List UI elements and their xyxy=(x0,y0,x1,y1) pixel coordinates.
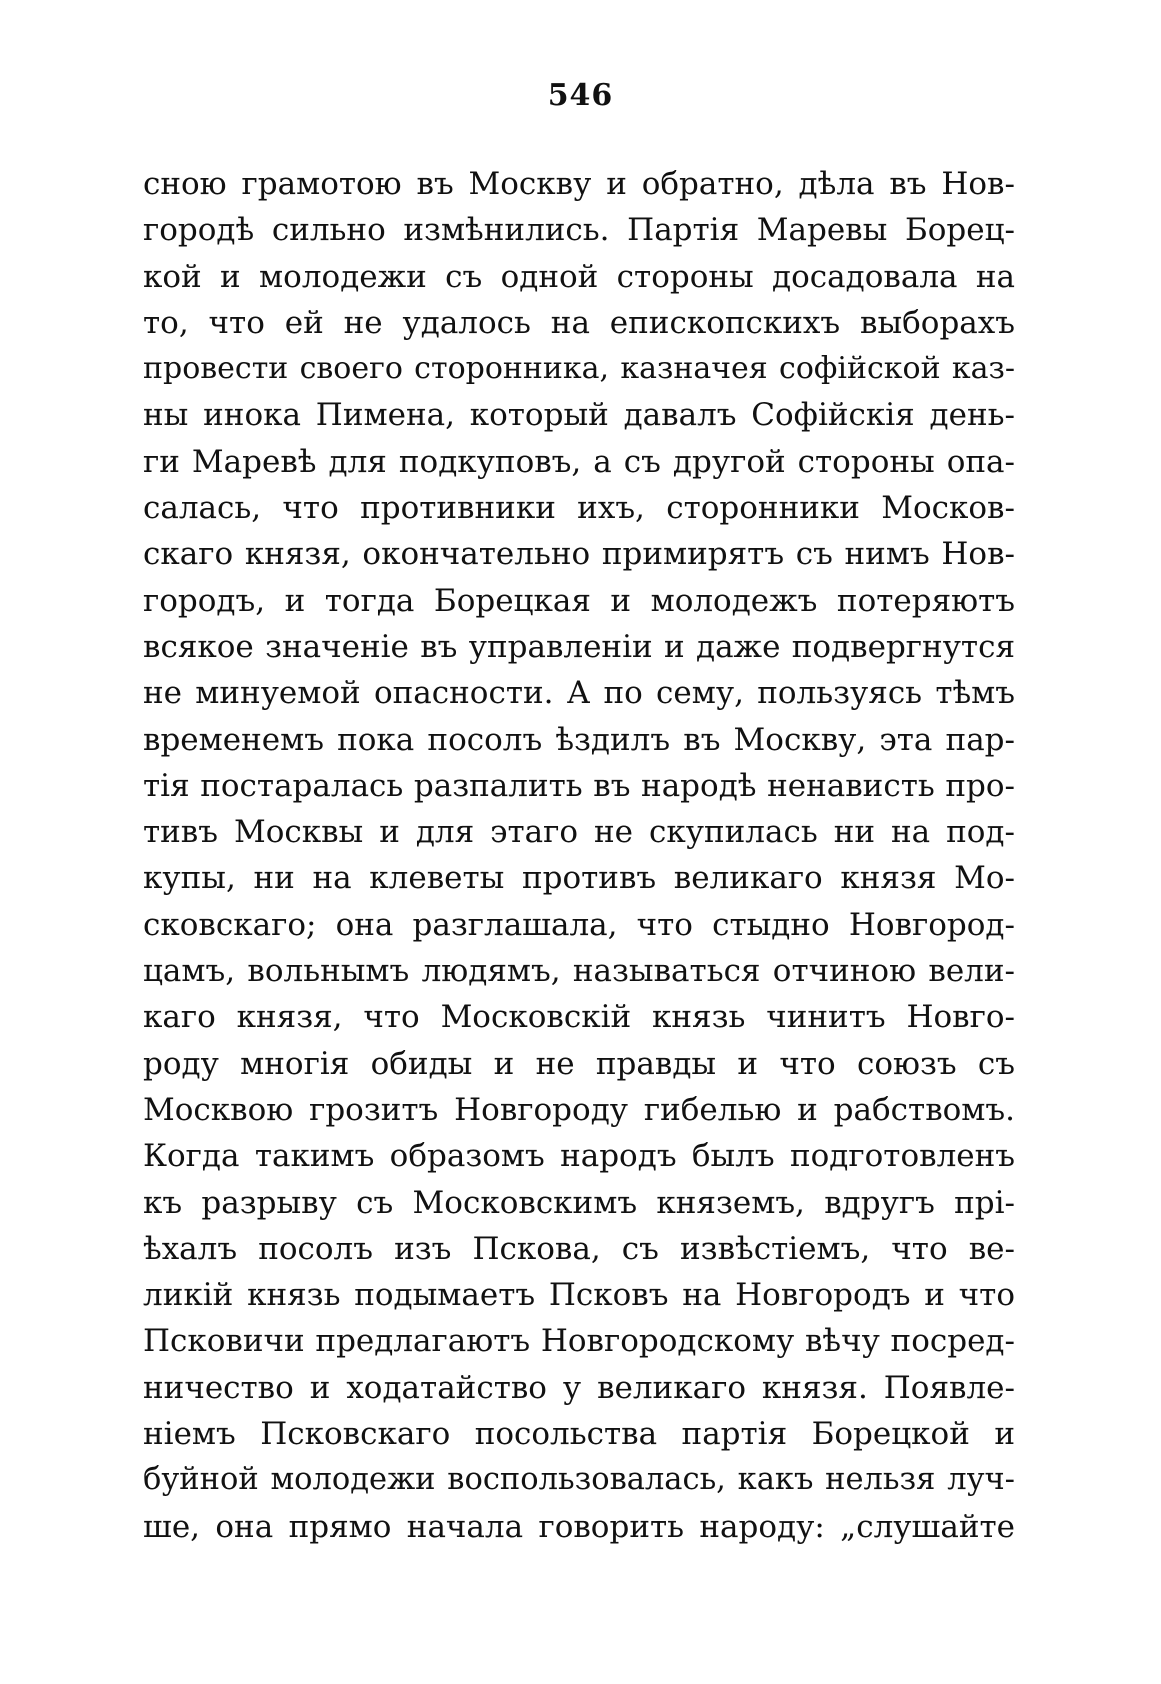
text-line: Москвою грозитъ Новгороду гибелью и рабствомъ. xyxy=(143,1091,1015,1128)
text-line: сною грамотою въ Москву и обратно, дѣла въ Нов- xyxy=(143,166,1015,202)
text-line: ликій князь подымаетъ Псковъ на Новгородъ и что xyxy=(143,1277,1015,1314)
text-line: цамъ, вольнымъ людямъ, называться отчиною вели- xyxy=(143,953,1015,990)
text-line: Псковичи предлагаютъ Новгородскому вѣчу посред- xyxy=(143,1323,1015,1360)
text-line: временемъ пока посолъ ѣздилъ въ Москву, эта пар- xyxy=(143,721,1015,758)
page-number: 546 xyxy=(547,78,614,113)
text-line: всякое значеніе въ управленіи и даже подвергнутся xyxy=(143,628,1015,665)
text-line: тивъ Москвы и для этаго не скупилась ни на под- xyxy=(143,814,1015,851)
text-line: ѣхалъ посолъ изъ Пскова, съ извѣстіемъ, что ве- xyxy=(143,1230,1015,1267)
text-line: городѣ сильно измѣнились. Партія Маревы Борец- xyxy=(143,212,1015,249)
text-line: салась, что противники ихъ, сторонники Москов- xyxy=(143,490,1015,527)
text-line: кой и молодежи съ одной стороны досадовала на xyxy=(143,258,1015,295)
text-line: Когда такимъ образомъ народъ былъ подготовленъ xyxy=(143,1138,1015,1175)
text-line: роду многія обиды и не правды и что союзъ съ xyxy=(143,1045,1015,1082)
text-line: городъ, и тогда Борецкая и молодежъ потеряютъ xyxy=(143,582,1015,619)
text-line: сковскаго; она разглашала, что стыдно Новгород- xyxy=(143,906,1015,943)
text-line: скаго князя, окончательно примирятъ съ нимъ Нов- xyxy=(143,536,1015,573)
text-line: то, что ей не удалось на епископскихъ выборахъ xyxy=(143,304,1015,341)
text-line: не минуемой опасности. А по сему, пользуясь тѣмъ xyxy=(143,675,1015,712)
text-line: провести своего сторонника, казначея софійской каз- xyxy=(143,351,1015,387)
text-line: буйной молодежи воспользовалась, какъ нельзя луч- xyxy=(143,1462,1015,1498)
body-text xyxy=(143,161,1015,1550)
text-line: ны инока Пимена, который давалъ Софійскія день- xyxy=(143,397,1015,434)
text-line: ничество и ходатайство у великаго князя. Появле- xyxy=(143,1369,1015,1406)
text-line: ше, она прямо начала говорить народу: „слушайте xyxy=(143,1508,1015,1545)
text-line: къ разрыву съ Московскимъ княземъ, вдругъ прі- xyxy=(143,1184,1015,1221)
text-line: ніемъ Псковскаго посольства партія Борецкой и xyxy=(143,1416,1015,1453)
text-line: купы, ни на клеветы противъ великаго князя Мо- xyxy=(143,860,1015,897)
text-line: ги Маревѣ для подкуповъ, а съ другой стороны опа- xyxy=(143,443,1015,480)
text-line: тія постаралась разпалить въ народѣ ненависть про- xyxy=(143,767,1015,804)
text-line: каго князя, что Московскій князь чинитъ Новго- xyxy=(143,999,1015,1036)
